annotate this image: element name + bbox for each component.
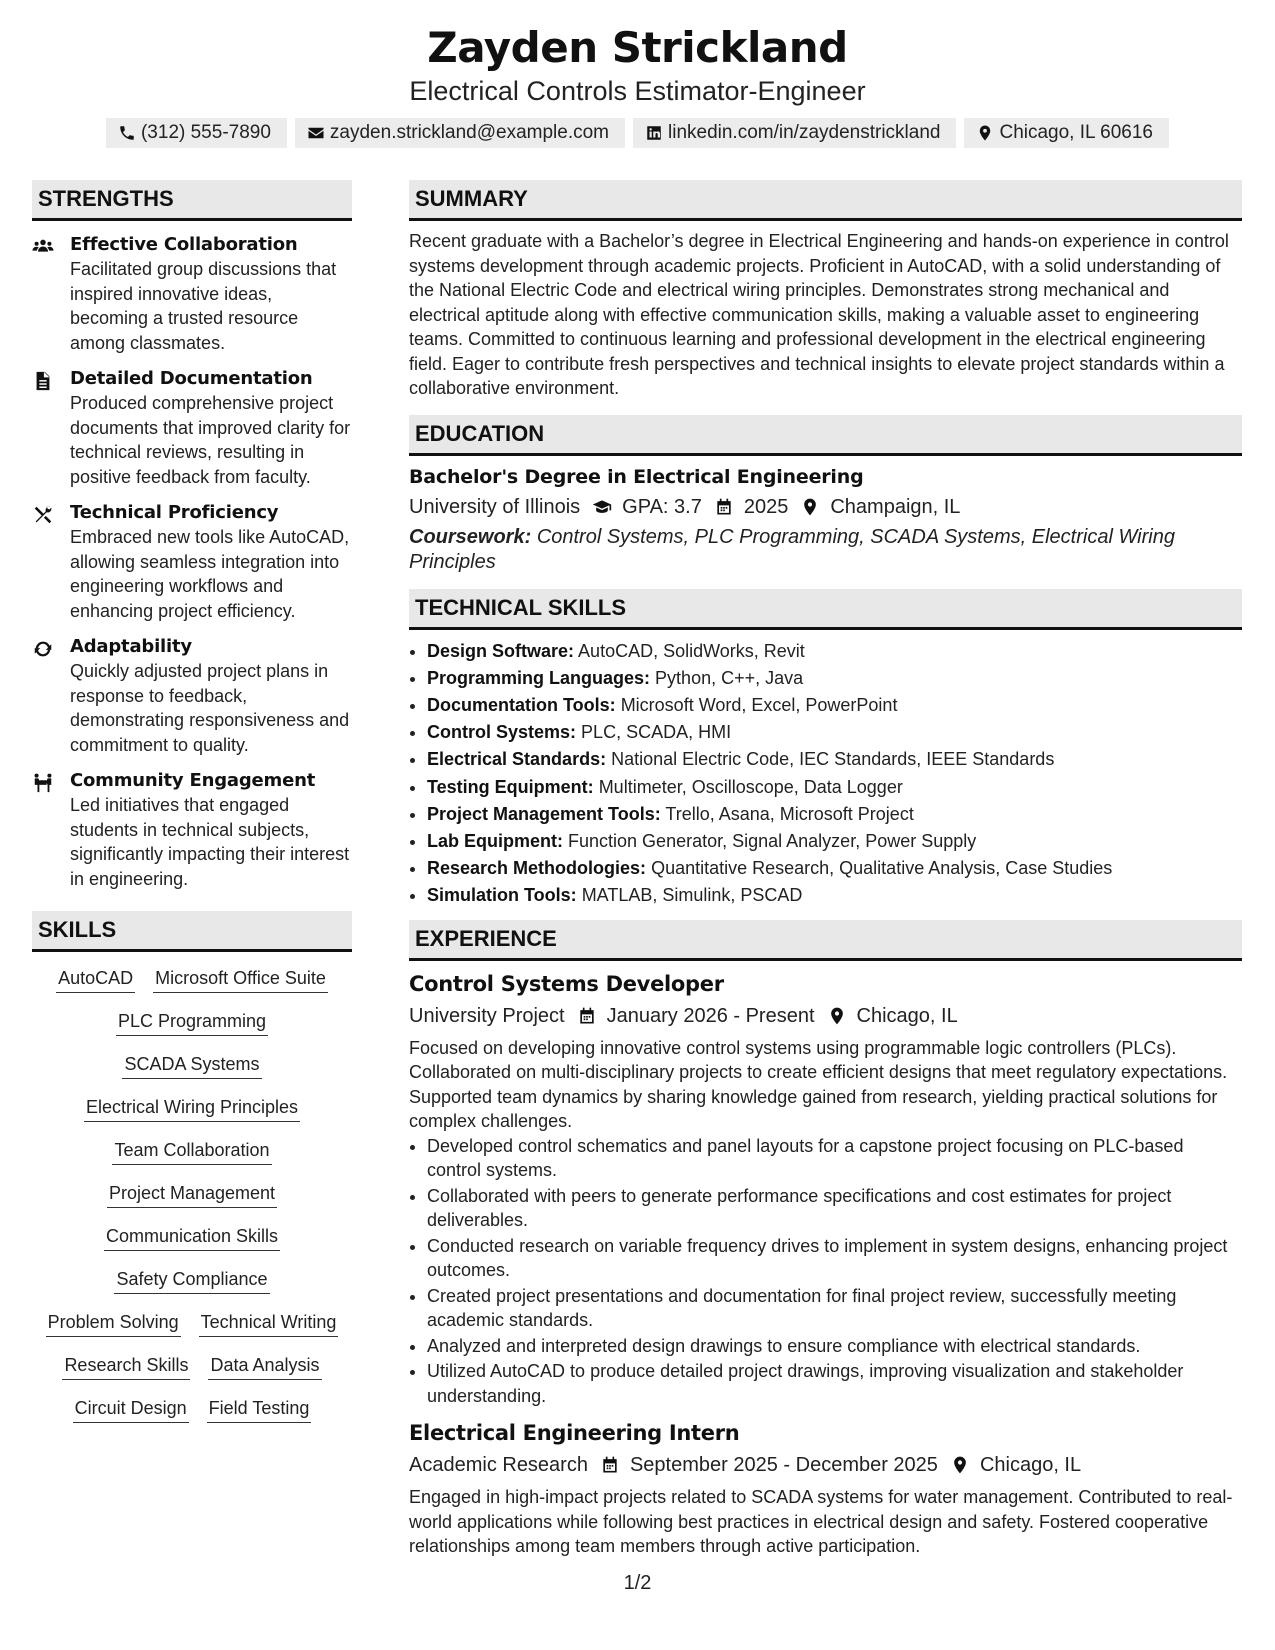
document-icon [32, 370, 54, 392]
degree-title: Bachelor's Degree in Electrical Engineering [409, 465, 864, 488]
strength-desc: Embraced new tools like AutoCAD, allowing seamless integration into engineering workflows and enhancing project efficiency. [70, 527, 350, 621]
list-item: • Programming Languages: Python, C++, Java [427, 665, 1242, 692]
email-chip[interactable] [295, 118, 625, 148]
map-pin-icon [976, 124, 994, 142]
skill-tag: Project Management [107, 1181, 277, 1208]
technical-skills-list [409, 638, 1242, 910]
job-org: Academic Research [409, 1454, 588, 1477]
skill-tag: Data Analysis [208, 1353, 321, 1380]
tools-icon [32, 504, 54, 526]
resume-header [0, 0, 1275, 148]
job-meta [409, 1450, 1242, 1480]
skill-tag: Microsoft Office Suite [153, 966, 328, 993]
job-dates: September 2025 - December 2025 [629, 1454, 938, 1477]
linkedin-chip[interactable] [633, 118, 956, 148]
calendar-icon [600, 1455, 620, 1475]
phone-text: (312) 555-7890 [140, 122, 271, 143]
job-location: Chicago, IL [856, 1004, 958, 1027]
job-description: Focused on developing innovative control systems using programmable logic controllers (PLCs). Collaborated on multi-disciplinary projects to create efficient designs that meet regulatory expectations. Supported team dynamics by sharing knowledge gained from research, yielding practical solutions for complex challenges. [409, 1037, 1228, 1132]
skill-tag: Research Skills [62, 1353, 190, 1380]
education-meta [409, 492, 1242, 522]
skill-tag: Communication Skills [104, 1224, 280, 1251]
candidate-name: Zayden Strickland [427, 23, 848, 72]
list-item: • Developed control schematics and panel layouts for a capstone project focusing on PLC-based control systems. [427, 1134, 1242, 1183]
job-title: Electrical Engineering Intern [409, 1421, 740, 1446]
skill-tag: Circuit Design [73, 1396, 189, 1423]
school-name: University of Illinois [409, 495, 581, 518]
strength-title: Detailed Documentation [70, 368, 313, 389]
list-item: • Electrical Standards: National Electric Code, IEC Standards, IEEE Standards [427, 746, 1242, 773]
strength-title: Community Engagement [70, 770, 316, 791]
skill-tag: PLC Programming [116, 1009, 268, 1036]
page-number: 1/2 [623, 1572, 652, 1594]
strength-desc: Quickly adjusted project plans in response to feedback, demonstrating responsiveness and commitment to quality. [70, 661, 350, 755]
list-item: • Created project presentations and documentation for final project review, successfully meeting academic standards. [427, 1284, 1242, 1333]
strength-item [32, 367, 352, 489]
calendar-icon [577, 1006, 597, 1026]
gpa: GPA: 3.7 [622, 495, 702, 518]
left-column [32, 180, 352, 1439]
candidate-title: Electrical Controls Estimator-Engineer [409, 76, 866, 106]
skill-tag: Problem Solving [46, 1310, 181, 1337]
people-carry-icon [32, 772, 54, 794]
skill-tag: Team Collaboration [112, 1138, 271, 1165]
list-item: • Conducted research on variable frequency drives to implement in system designs, enhancing project outcomes. [427, 1234, 1242, 1283]
strengths-heading: STRENGTHS [32, 180, 352, 221]
strength-desc: Facilitated group discussions that inspired innovative ideas, becoming a trusted resource among classmates. [70, 259, 337, 353]
list-item: • Control Systems: PLC, SCADA, HMI [427, 719, 1242, 746]
map-pin-icon [950, 1455, 970, 1475]
strength-title: Adaptability [70, 636, 192, 657]
skill-tag: Electrical Wiring Principles [84, 1095, 300, 1122]
list-item: • Documentation Tools: Microsoft Word, Excel, PowerPoint [427, 692, 1242, 719]
skill-tag: AutoCAD [56, 966, 135, 993]
list-item: • Testing Equipment: Multimeter, Oscilloscope, Data Logger [427, 774, 1242, 801]
phone-icon [118, 124, 136, 142]
strength-title: Effective Collaboration [70, 234, 298, 255]
location-text: Chicago, IL 60616 [999, 122, 1153, 143]
phone-chip[interactable] [106, 118, 287, 148]
skill-tag: Field Testing [207, 1396, 312, 1423]
contact-bar [0, 118, 1275, 148]
sync-icon [32, 638, 54, 660]
technical-skills-heading: TECHNICAL SKILLS [409, 589, 1242, 630]
graduation-year: 2025 [743, 495, 789, 518]
education-heading: EDUCATION [409, 415, 1242, 456]
strength-desc: Produced comprehensive project documents that improved clarity for technical reviews, resulting in positive feedback from faculty. [70, 393, 351, 487]
job-meta [409, 1001, 1242, 1031]
location-chip [964, 118, 1169, 148]
job-location: Chicago, IL [979, 1454, 1082, 1477]
graduation-cap-icon [592, 497, 612, 517]
strength-item [32, 769, 352, 891]
job-dates: January 2026 - Present [606, 1004, 815, 1027]
skill-tag: Safety Compliance [114, 1267, 269, 1294]
coursework [409, 525, 1242, 575]
job-title: Control Systems Developer [409, 971, 724, 996]
strength-item [32, 635, 352, 757]
skill-tag: SCADA Systems [122, 1052, 261, 1079]
map-pin-icon [800, 497, 820, 517]
list-item: • Collaborated with peers to generate performance specifications and cost estimates for project deliverables. [427, 1184, 1242, 1233]
coursework-list: Control Systems, PLC Programming, SCADA Systems, Electrical Wiring Principles [409, 525, 1175, 573]
list-item: • Lab Equipment: Function Generator, Signal Analyzer, Power Supply [427, 828, 1242, 855]
list-item: • Design Software: AutoCAD, SolidWorks, Revit [427, 638, 1242, 665]
job-description: Engaged in high-impact projects related to SCADA systems for water management. Contributed to real-world applications while following best practices in electrical design and safety. Fostered cooperative relationships among team members through active participation. [409, 1487, 1233, 1557]
experience-heading: EXPERIENCE [409, 920, 1242, 961]
calendar-icon [714, 497, 734, 517]
job-bullets [409, 1134, 1242, 1409]
skills-list [32, 966, 352, 1423]
list-item: • Analyzed and interpreted design drawings to ensure compliance with electrical standards. [427, 1334, 1242, 1359]
summary-text: Recent graduate with a Bachelor’s degree in Electrical Engineering and hands-on experience in control systems development through academic projects. Proficient in AutoCAD, with a solid understanding of the National Electric Code and electrical wiring principles. Demonstrates strong mechanical and electrical aptitude along with effective communication skills, making a valuable asset to engineering teams. Committed to continuous learning and professional development in the electrical engineering field. Eager to contribute fresh perspectives and technical insights to elevate project standards within a collaborative environment. [409, 231, 1229, 398]
linkedin-icon [645, 124, 663, 142]
job-org: University Project [409, 1004, 565, 1027]
summary-heading: SUMMARY [409, 180, 1242, 221]
strength-desc: Led initiatives that engaged students in technical subjects, significantly impacting their interest in engineering. [70, 795, 350, 889]
strength-item [32, 233, 352, 355]
list-item: • Utilized AutoCAD to produce detailed project drawings, improving visualization and stakeholder understanding. [427, 1359, 1242, 1408]
map-pin-icon [827, 1006, 847, 1026]
skill-tag: Technical Writing [199, 1310, 339, 1337]
list-item: • Research Methodologies: Quantitative Research, Qualitative Analysis, Case Studies [427, 855, 1242, 882]
strength-item [32, 501, 352, 623]
school-location: Champaign, IL [830, 495, 961, 518]
right-column [409, 180, 1242, 1559]
users-icon [32, 236, 54, 258]
email-icon [307, 124, 325, 142]
skills-heading: SKILLS [32, 911, 352, 952]
coursework-label: Coursework: [409, 525, 532, 548]
list-item: • Project Management Tools: Trello, Asana, Microsoft Project [427, 801, 1242, 828]
email-text: zayden.strickland@example.com [329, 122, 609, 143]
strength-title: Technical Proficiency [70, 502, 279, 523]
linkedin-text: linkedin.com/in/zaydenstrickland [668, 122, 941, 143]
list-item: • Simulation Tools: MATLAB, Simulink, PSCAD [427, 882, 1242, 909]
